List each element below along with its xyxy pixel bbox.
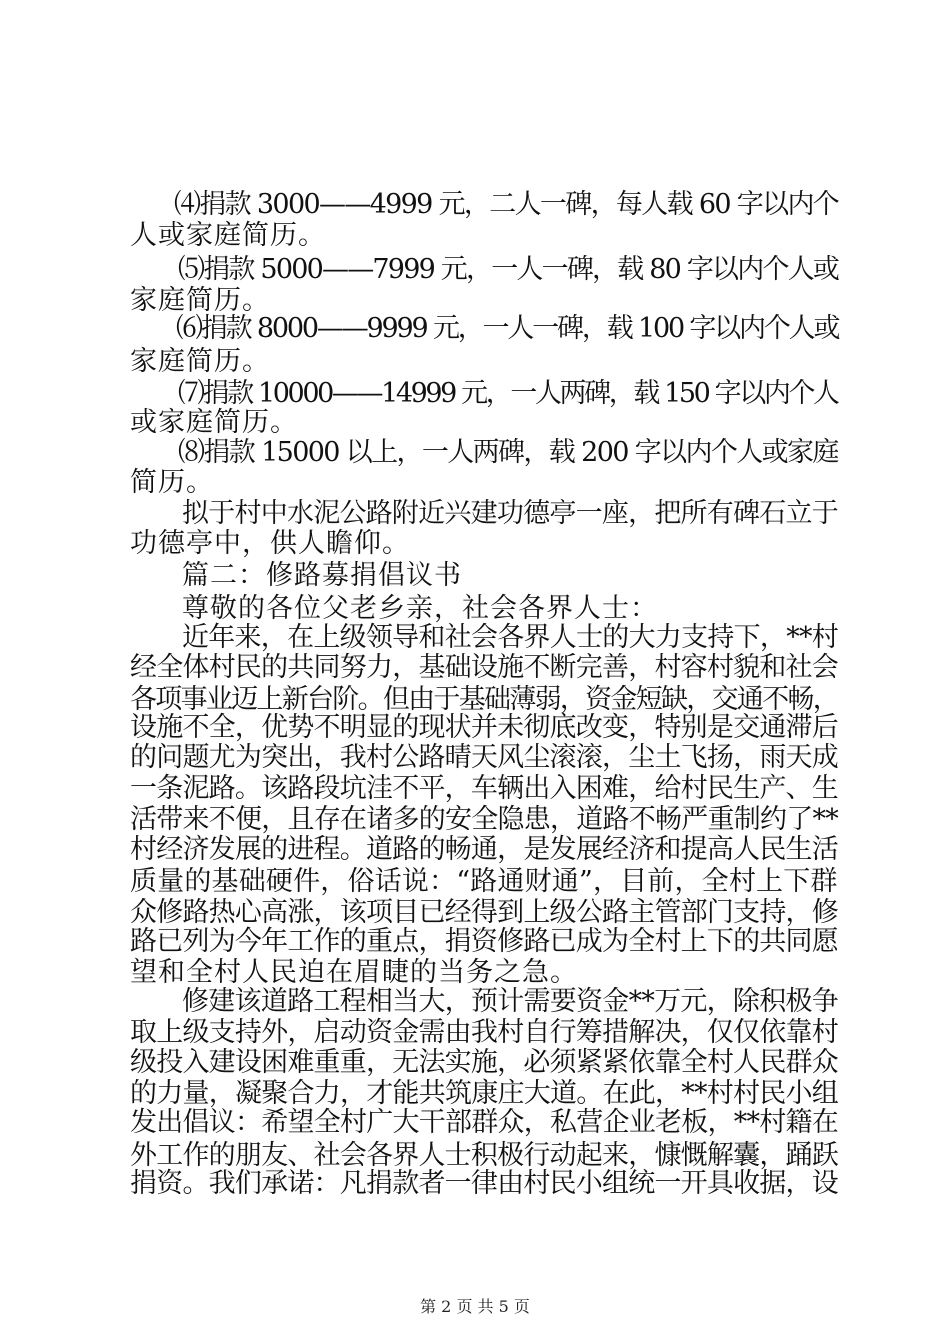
- text-line: ⑸捐款 5000——7999 元，一人一碑，载 80 字以内个人或: [178, 254, 839, 285]
- text-line: 的问题尤为突出，我村公路晴天风尘滚滚，尘土飞扬，雨天成: [130, 742, 838, 773]
- text-line: 路已列为今年工作的重点，捐资修路已成为全村上下的共同愿: [130, 926, 838, 957]
- text-line: 拟于村中水泥公路附近兴建功德亭一座，把所有碑石立于: [182, 498, 838, 529]
- text-line: 家庭简历。: [130, 285, 270, 316]
- text-line: 或家庭简历。: [130, 407, 298, 438]
- text-line: ⑷捐款 3000——4999 元，二人一碑，每人载 60 字以内个: [174, 189, 839, 220]
- text-line: 近年来，在上级领导和社会各界人士的大力支持下，**村: [182, 622, 838, 653]
- text-line: 篇二：修路募捐倡议书: [182, 560, 462, 591]
- text-line: 活带来不便，且存在诸多的安全隐患，道路不畅严重制约了**: [130, 804, 838, 835]
- text-line: 家庭简历。: [130, 346, 270, 377]
- text-line: 一条泥路。该路段坑洼不平，车辆出入困难，给村民生产、生: [130, 773, 838, 804]
- text-line: 级投入建设困难重重，无法实施，必须紧紧依靠全村人民群众: [130, 1047, 838, 1078]
- text-line: 修建该道路工程相当大，预计需要资金**万元，除积极争: [182, 986, 838, 1017]
- text-line: 众修路热心高涨，该项目已经得到上级公路主管部门支持，修: [130, 897, 838, 928]
- text-line: 外工作的朋友、社会各界人士积极行动起来，慷慨解囊，踊跃: [130, 1140, 838, 1171]
- text-line: 质量的基础硬件，俗话说：“路通财通”，目前，全村上下群: [130, 866, 838, 897]
- text-line: ⑺捐款 10000——14999 元，一人两碑，载 150 字以内个人: [178, 378, 838, 409]
- text-line: 经全体村民的共同努力，基础设施不断完善，村容村貌和社会: [130, 652, 838, 683]
- text-line: 各项事业迈上新台阶。但由于基础薄弱，资金短缺，交通不畅，: [130, 684, 838, 715]
- text-line: 设施不全，优势不明显的现状并未彻底改变，特别是交通滞后: [130, 712, 838, 743]
- text-line: 取上级支持外，启动资金需由我村自行筹措解决，仅仅依靠村: [130, 1017, 838, 1048]
- text-line: 简历。: [130, 467, 214, 498]
- text-line: 尊敬的各位父老乡亲，社会各界人士：: [182, 593, 658, 624]
- text-line: ⑹捐款 8000——9999 元，一人一碑，载 100 字以内个人或: [176, 313, 839, 344]
- page-footer: 第 2 页 共 5 页: [420, 1297, 530, 1316]
- text-line: 望和全村人民迫在眉睫的当务之急。: [130, 957, 578, 988]
- text-line: 村经济发展的进程。道路的畅通，是发展经济和提高人民生活: [130, 834, 838, 865]
- text-line: 的力量，凝聚合力，才能共筑康庄大道。在此，**村村民小组: [130, 1078, 838, 1109]
- text-line: ⑻捐款 15000 以上，一人两碑，载 200 字以内个人或家庭: [178, 437, 838, 468]
- text-line: 发出倡议：希望全村广大干部群众，私营企业老板，**村籍在: [130, 1107, 838, 1138]
- text-line: 功德亭中，供人瞻仰。: [130, 528, 410, 559]
- text-line: 捐资。我们承诺：凡捐款者一律由村民小组统一开具收据，设: [130, 1168, 838, 1199]
- text-line: 人或家庭简历。: [130, 220, 326, 251]
